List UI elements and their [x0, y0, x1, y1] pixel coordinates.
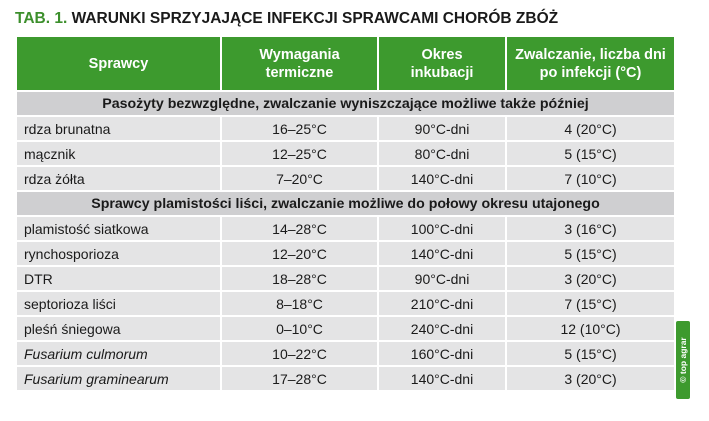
- incubation-period: 140°C-dni: [378, 366, 506, 390]
- thermal-requirement: 0–10°C: [221, 316, 378, 341]
- control-days: 3 (20°C): [506, 366, 674, 390]
- incubation-period: 210°C-dni: [378, 291, 506, 316]
- incubation-period: 80°C-dni: [378, 141, 506, 166]
- control-days: 12 (10°C): [506, 316, 674, 341]
- header-row: [17, 37, 674, 91]
- pathogen-name: mącznik: [17, 141, 221, 166]
- control-days: 7 (15°C): [506, 291, 674, 316]
- pathogen-name: Fusarium graminearum: [17, 366, 221, 390]
- table-row: [17, 216, 674, 241]
- incubation-period: 140°C-dni: [378, 241, 506, 266]
- control-days: 4 (20°C): [506, 116, 674, 141]
- table-row: [17, 316, 674, 341]
- table-row: [17, 341, 674, 366]
- watermark-text: © top agrar: [678, 337, 688, 383]
- section-row: [17, 91, 674, 116]
- header-pathogen: Sprawcy: [17, 37, 221, 91]
- table-row: [17, 241, 674, 266]
- thermal-requirement: 7–20°C: [221, 166, 378, 191]
- pathogen-name: rdza żółta: [17, 166, 221, 191]
- incubation-period: 240°C-dni: [378, 316, 506, 341]
- pathogen-name: rynchosporioza: [17, 241, 221, 266]
- incubation-period: 140°C-dni: [378, 166, 506, 191]
- thermal-requirement: 17–28°C: [221, 366, 378, 390]
- incubation-period: 90°C-dni: [378, 266, 506, 291]
- section-title: Pasożyty bezwzględne, zwalczanie wyniszczające możliwe także później: [17, 91, 674, 116]
- incubation-period: 100°C-dni: [378, 216, 506, 241]
- table-row: [17, 166, 674, 191]
- disease-table: [17, 37, 674, 390]
- pathogen-name: plamistość siatkowa: [17, 216, 221, 241]
- thermal-requirement: 8–18°C: [221, 291, 378, 316]
- pathogen-name: septorioza liści: [17, 291, 221, 316]
- header-thermal-requirements: Wymagania termiczne: [221, 37, 378, 91]
- incubation-period: 160°C-dni: [378, 341, 506, 366]
- thermal-requirement: 12–25°C: [221, 141, 378, 166]
- table-title: [15, 6, 558, 32]
- table-row: [17, 291, 674, 316]
- pathogen-name: pleśń śniegowa: [17, 316, 221, 341]
- header-control: Zwalczanie, liczba dni po infekcji (°C): [506, 37, 674, 91]
- control-days: 3 (16°C): [506, 216, 674, 241]
- header-incubation: Okres inkubacji: [378, 37, 506, 91]
- table-row: [17, 266, 674, 291]
- table-row: [17, 116, 674, 141]
- thermal-requirement: 16–25°C: [221, 116, 378, 141]
- table-row: [17, 141, 674, 166]
- pathogen-name: rdza brunatna: [17, 116, 221, 141]
- section-title: Sprawcy plamistości liści, zwalczanie możliwe do połowy okresu utajonego: [17, 191, 674, 216]
- thermal-requirement: 12–20°C: [221, 241, 378, 266]
- control-days: 3 (20°C): [506, 266, 674, 291]
- incubation-period: 90°C-dni: [378, 116, 506, 141]
- control-days: 5 (15°C): [506, 341, 674, 366]
- table-row: [17, 366, 674, 390]
- section-row: [17, 191, 674, 216]
- pathogen-name: DTR: [17, 266, 221, 291]
- control-days: 7 (10°C): [506, 166, 674, 191]
- top-agrar-watermark: [676, 321, 690, 399]
- thermal-requirement: 14–28°C: [221, 216, 378, 241]
- pathogen-name: Fusarium culmorum: [17, 341, 221, 366]
- table-title-text: WARUNKI SPRZYJAJĄCE INFEKCJI SPRAWCAMI CHORÓB ZBÓŻ: [71, 10, 559, 27]
- thermal-requirement: 10–22°C: [221, 341, 378, 366]
- control-days: 5 (15°C): [506, 141, 674, 166]
- control-days: 5 (15°C): [506, 241, 674, 266]
- table-number: TAB. 1.: [15, 10, 68, 27]
- thermal-requirement: 18–28°C: [221, 266, 378, 291]
